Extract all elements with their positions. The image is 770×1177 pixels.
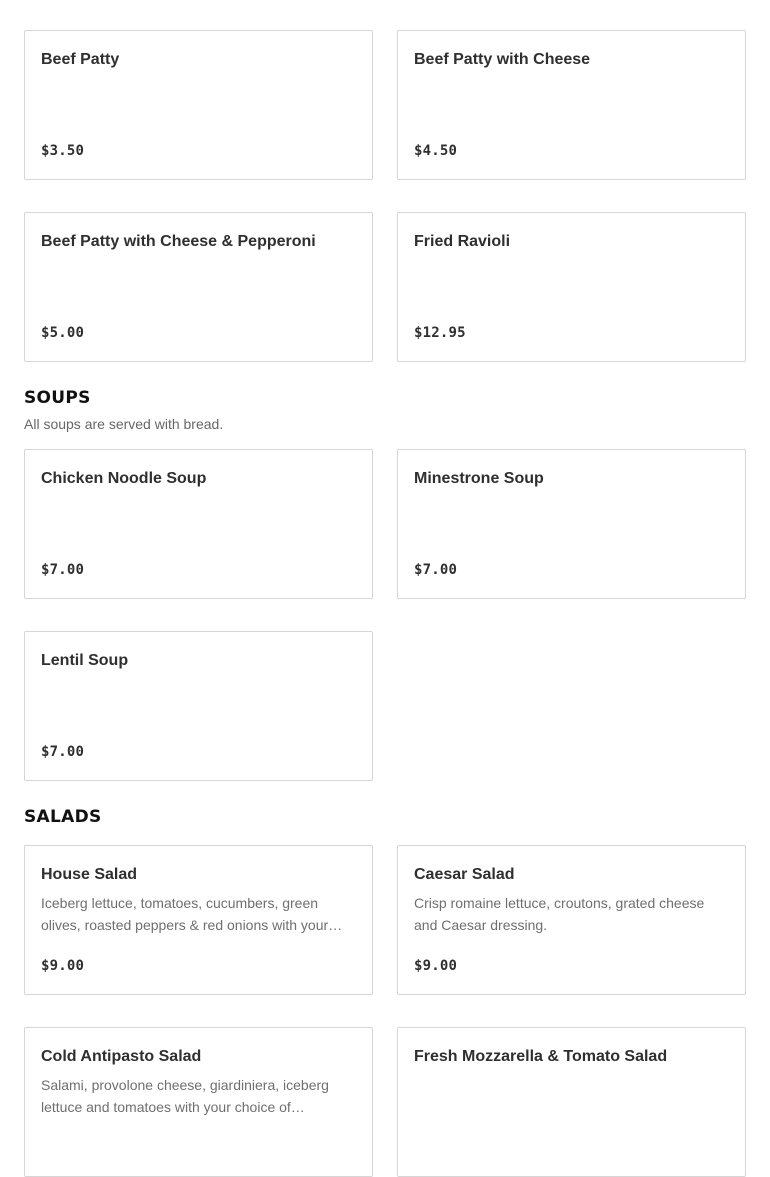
item-description: Crisp romaine lettuce, croutons, grated cheese and Caesar dressing. bbox=[414, 895, 705, 933]
item-name: Beef Patty with Cheese bbox=[414, 51, 591, 68]
section-note: All soups are served with bread. bbox=[24, 416, 224, 432]
menu-item-card[interactable] bbox=[397, 212, 746, 362]
item-price: $9.00 bbox=[41, 958, 85, 974]
item-name: Beef Patty with Cheese & Pepperoni bbox=[41, 233, 316, 250]
item-name: Fresh Mozzarella & Tomato Salad bbox=[414, 1048, 668, 1065]
section-title: SALADS bbox=[24, 807, 102, 827]
item-name: House Salad bbox=[41, 866, 138, 883]
item-price: $12.95 bbox=[414, 325, 466, 341]
item-name: Caesar Salad bbox=[414, 866, 515, 883]
menu-item-card[interactable] bbox=[24, 30, 373, 180]
appetizers-grid bbox=[24, 30, 746, 362]
item-price: $7.00 bbox=[414, 562, 458, 578]
menu-item-card[interactable] bbox=[397, 449, 746, 599]
menu-item-card[interactable] bbox=[24, 631, 373, 781]
salads-grid bbox=[24, 845, 746, 1177]
item-price: $9.00 bbox=[414, 958, 458, 974]
item-name: Minestrone Soup bbox=[414, 470, 544, 487]
menu-item-card[interactable] bbox=[24, 449, 373, 599]
item-name: Fried Ravioli bbox=[414, 233, 511, 250]
soups-section bbox=[24, 386, 746, 781]
item-name: Beef Patty bbox=[41, 51, 120, 68]
menu-item-card[interactable] bbox=[397, 30, 746, 180]
item-name: Cold Antipasto Salad bbox=[41, 1048, 202, 1065]
menu-item-card[interactable] bbox=[24, 845, 373, 995]
menu-item-card[interactable] bbox=[397, 845, 746, 995]
section-title: SOUPS bbox=[24, 388, 91, 408]
menu-list bbox=[24, 30, 746, 1177]
menu-item-card[interactable] bbox=[24, 212, 373, 362]
salads-section bbox=[24, 805, 746, 1177]
item-description: Salami, provolone cheese, giardiniera, iceberg lettuce and tomatoes with your choice of… bbox=[41, 1077, 329, 1115]
item-price: $5.00 bbox=[41, 325, 85, 341]
menu-item-card[interactable] bbox=[24, 1027, 373, 1177]
item-price: $7.00 bbox=[41, 744, 85, 760]
item-description: Iceberg lettuce, tomatoes, cucumbers, green olives, roasted peppers & red onions with your… bbox=[41, 895, 343, 933]
menu-item-card[interactable] bbox=[397, 1027, 746, 1177]
item-name: Lentil Soup bbox=[41, 652, 129, 669]
item-price: $7.00 bbox=[41, 562, 85, 578]
item-name: Chicken Noodle Soup bbox=[41, 470, 207, 487]
item-price: $3.50 bbox=[41, 143, 85, 159]
soups-grid bbox=[24, 449, 746, 781]
item-price: $4.50 bbox=[414, 143, 458, 159]
